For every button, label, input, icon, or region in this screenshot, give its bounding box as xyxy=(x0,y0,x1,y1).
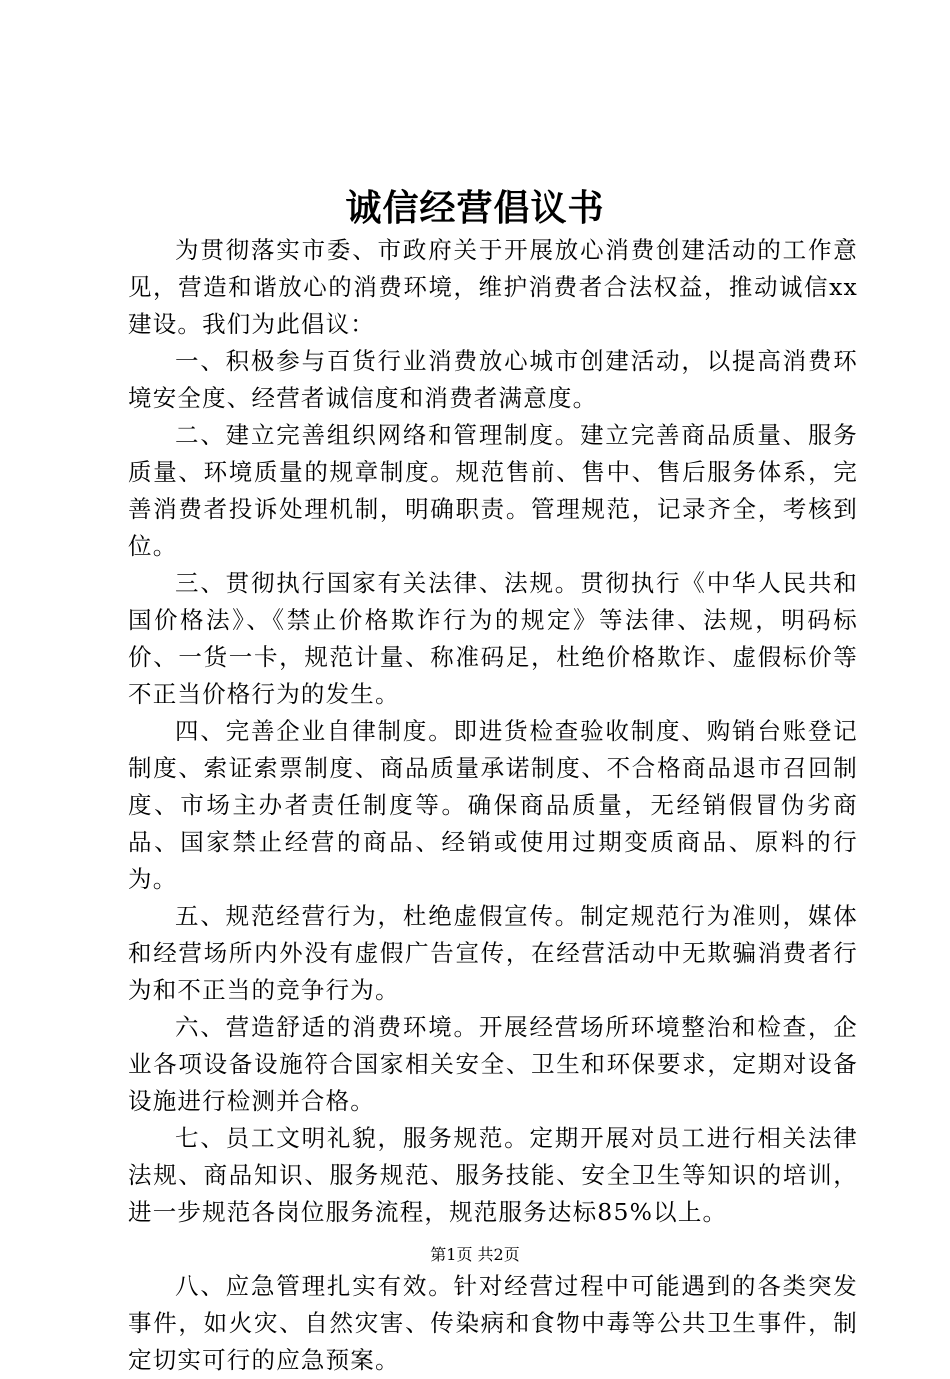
page-number-footer: 第1页 共2页 xyxy=(430,1245,520,1264)
paragraph-item-5: 五、规范经营行为，杜绝虚假宣传。制定规范行为准则，媒体和经营场所内外没有虚假广告宣传，在经营活动中无欺骗消费者行为和不正当的竞争行为。 xyxy=(128,902,858,1004)
paragraph-item-3: 三、贯彻执行国家有关法律、法规。贯彻执行《中华人民共和国价格法》、《禁止价格欺诈行为的规定》等法律、法规，明码标价、一货一卡，规范计量、称准码足，杜绝价格欺诈、虚假标价等不正当价格行为的发生。 xyxy=(128,569,858,708)
paragraph-item-7: 七、员工文明礼貌，服务规范。定期开展对员工进行相关法律法规、商品知识、服务规范、服务技能、安全卫生等知识的培训，进一步规范各岗位服务流程，规范服务达标85%以上。 xyxy=(128,1124,858,1226)
document-title: 诚信经营倡议书 xyxy=(345,187,605,229)
paragraph-item-4: 四、完善企业自律制度。即进货检查验收制度、购销台账登记制度、索证索票制度、商品质量承诺制度、不合格商品退市召回制度、市场主办者责任制度等。确保商品质量，无经销假冒伪劣商品、国家禁止经营的商品、经销或使用过期变质商品、原料的行为。 xyxy=(128,717,858,893)
paragraph-item-6: 六、营造舒适的消费环境。开展经营场所环境整治和检查，企业各项设备设施符合国家相关安全、卫生和环保要求，定期对设备设施进行检测并合格。 xyxy=(128,1013,858,1115)
paragraph-item-1: 一、积极参与百货行业消费放心城市创建活动，以提高消费环境安全度、经营者诚信度和消费者满意度。 xyxy=(128,347,858,412)
document-body xyxy=(128,232,858,1379)
paragraph-item-2: 二、建立完善组织网络和管理制度。建立完善商品质量、服务质量、环境质量的规章制度。规范售前、售中、售后服务体系，完善消费者投诉处理机制，明确职责。管理规范，记录齐全，考核到位。 xyxy=(128,421,858,560)
paragraph-item-8: 八、应急管理扎实有效。针对经营过程中可能遇到的各类突发事件，如火灾、自然灾害、传染病和食物中毒等公共卫生事件，制定切实可行的应急预案。 xyxy=(128,1272,858,1374)
paragraph-intro: 为贯彻落实市委、市政府关于开展放心消费创建活动的工作意见，营造和谐放心的消费环境，维护消费者合法权益，推动诚信xx建设。我们为此倡议： xyxy=(128,236,858,338)
